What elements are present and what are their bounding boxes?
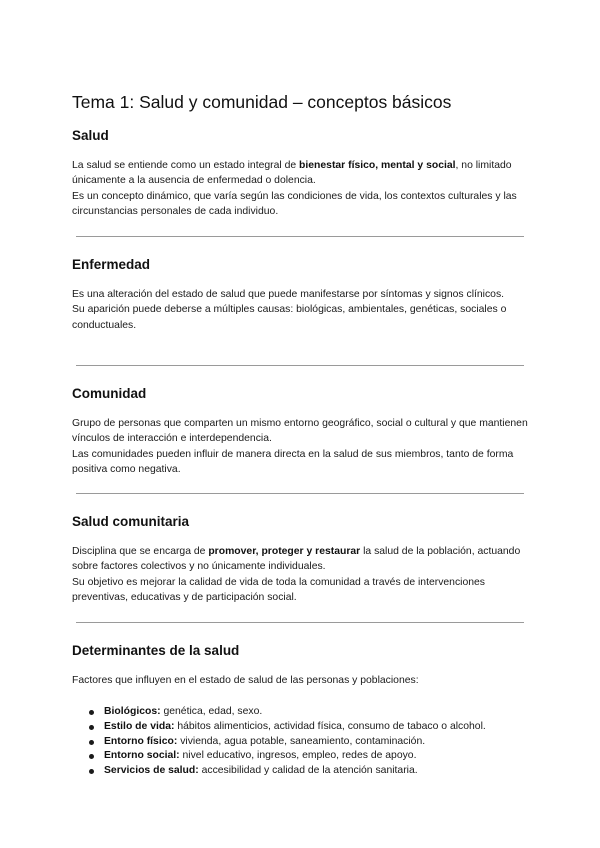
section-comunidad — [72, 385, 528, 478]
item-label: Biológicos: — [104, 706, 161, 718]
bullet-icon — [89, 754, 94, 759]
paragraph: Es una alteración del estado de salud que puede manifestarse por síntomas y signos clínicos. — [72, 289, 505, 300]
item-text: accesibilidad y calidad de la atención sanitaria. — [198, 764, 418, 776]
list-item — [72, 764, 528, 779]
paragraph: Su aparición puede deberse a múltiples causas: biológicas, ambientales, genéticas, sociales o conductuales. — [72, 304, 507, 331]
item-label: Entorno social: — [104, 750, 180, 762]
bold-text: bienestar físico, mental y social — [299, 160, 456, 171]
bullet-icon — [89, 710, 94, 715]
text-run: La salud se entiende como un estado integral de — [72, 160, 300, 171]
item-label: Estilo de vida: — [104, 721, 175, 732]
item-text: nivel educativo, ingresos, empleo, redes de apoyo. — [179, 750, 417, 762]
paragraph — [72, 544, 528, 575]
section-heading: Determinantes de la salud — [72, 643, 240, 658]
section-heading: Enfermedad — [72, 257, 151, 272]
section-determinantes — [72, 642, 528, 778]
text-run: Disciplina que se encarga de — [72, 546, 209, 557]
paragraph: Es un concepto dinámico, que varía según las condiciones de vida, los contextos culturales y las circunstancias personales de cada individuo. — [72, 190, 517, 218]
paragraph — [72, 158, 528, 189]
divider — [76, 622, 524, 623]
divider — [76, 236, 524, 237]
section-heading: Salud — [72, 128, 109, 143]
paragraph: Su objetivo es mejorar la calidad de vida de toda la comunidad a través de intervenciones preventivas, educativas y de participación social. — [72, 576, 485, 604]
list-item — [72, 735, 528, 750]
item-label: Servicios de salud: — [104, 764, 199, 776]
paragraph: Las comunidades pueden influir de manera directa en la salud de sus miembros, tanto de forma positiva como negativa. — [72, 448, 514, 476]
bullet-icon — [89, 769, 94, 774]
section-heading: Comunidad — [72, 386, 147, 401]
section-salud — [72, 127, 528, 220]
text-run: la salud de la población, actuando sobre factores colectivos y no únicamente individuales. — [72, 546, 521, 573]
determinants-list — [72, 705, 528, 778]
list-item — [72, 720, 528, 735]
section-enfermedad — [72, 256, 528, 333]
item-text: vivienda, agua potable, saneamiento, contaminación. — [177, 735, 426, 747]
bold-text: promover, proteger y restaurar — [208, 546, 361, 557]
text-run: , no limitado únicamente a la ausencia de enfermedad o dolencia. — [72, 160, 512, 187]
section-body — [72, 287, 528, 333]
item-text: hábitos alimenticios, actividad física, consumo de tabaco o alcohol. — [174, 721, 486, 732]
item-label: Entorno físico: — [104, 735, 178, 747]
bullet-icon — [89, 725, 94, 730]
list-item — [72, 705, 528, 720]
item-text: genética, edad, sexo. — [160, 706, 263, 718]
section-body — [72, 416, 528, 478]
bullet-icon — [89, 740, 94, 745]
paragraph: Factores que influyen en el estado de salud de las personas y poblaciones: — [72, 675, 419, 686]
paragraph: Grupo de personas que comparten un mismo entorno geográfico, social o cultural y que mantienen vínculos de interacción e interdependencia. — [72, 418, 528, 445]
section-heading: Salud comunitaria — [72, 514, 190, 529]
divider — [76, 493, 524, 494]
section-body — [72, 158, 528, 220]
section-body — [72, 544, 528, 606]
page-title: Tema 1: Salud y comunidad – conceptos básicos — [72, 92, 452, 112]
divider — [76, 365, 524, 366]
section-body — [72, 673, 528, 778]
section-salud-comunitaria — [72, 513, 528, 606]
list-item — [72, 749, 528, 764]
